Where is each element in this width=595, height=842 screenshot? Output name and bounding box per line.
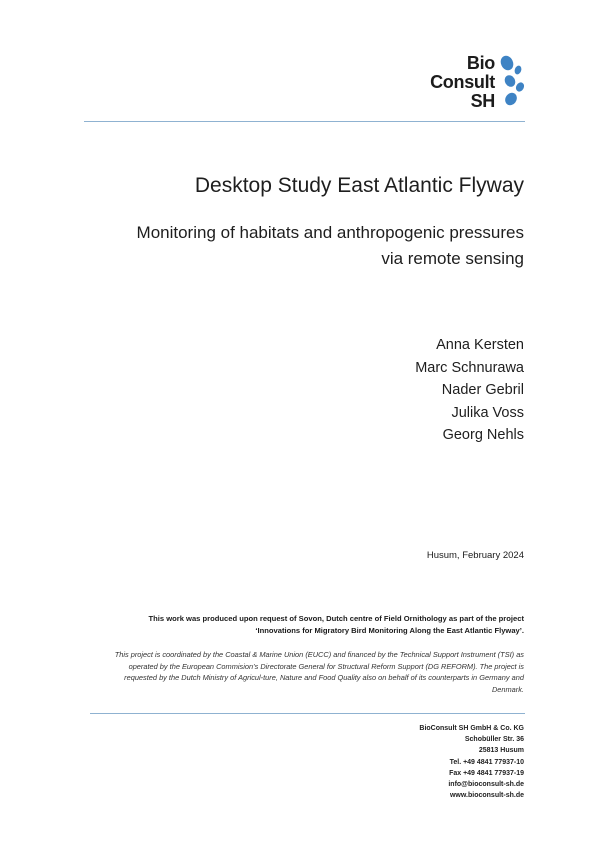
logo-line-consult: Consult <box>430 72 495 92</box>
logo-line-bio: Bio <box>466 53 495 73</box>
author-name: Nader Gebril <box>441 382 524 398</box>
water-drops-icon <box>498 54 528 110</box>
place-and-date: Husum, February 2024 <box>426 550 524 561</box>
city-address: 25813 Husum <box>478 747 524 755</box>
phone-number: Tel. +49 4841 77937-10 <box>449 758 524 766</box>
document-title: Desktop Study East Atlantic Flyway <box>194 174 524 197</box>
website-url: www.bioconsult-sh.de <box>449 792 524 800</box>
footer-divider <box>90 713 525 714</box>
author-name: Marc Schnurawa <box>415 359 524 376</box>
header-divider <box>84 121 525 122</box>
contact-block <box>419 723 524 801</box>
document-subtitle: Monitoring of habitats and anthropogenic pressures via remote sensing <box>136 223 524 268</box>
funding-statement: This project is coordinated by the Coastal & Marine Union (EUCC) and financed by the Technical Support Instrument (TSI) as operated by the European Commision’s Directorate General for Structural Reform Support (DG REFORM). The project is requested by the Dutch Ministry of Agricul-ture, Nature and Food Quality also on behalf of its counterparts in Germany and Denmark. <box>114 650 524 694</box>
author-name: Anna Kersten <box>436 337 524 353</box>
fax-number: Fax +49 4841 77937-19 <box>449 769 524 777</box>
commission-notice: This work was produced upon request of Sovon, Dutch centre of Field Ornithology as part of the project ‘Innovations for Migratory Bird Monitoring Along the East Atlantic Flyway’. <box>148 614 524 635</box>
author-list <box>415 334 524 447</box>
logo-line-sh: SH <box>470 91 495 111</box>
company-logo-text <box>430 54 495 111</box>
email-address: info@bioconsult-sh.de <box>448 781 524 789</box>
author-name: Georg Nehls <box>442 427 524 443</box>
author-name: Julika Voss <box>451 404 524 421</box>
street-address: Schobüller Str. 36 <box>464 736 524 744</box>
company-name: BioConsult SH GmbH & Co. KG <box>419 725 524 732</box>
